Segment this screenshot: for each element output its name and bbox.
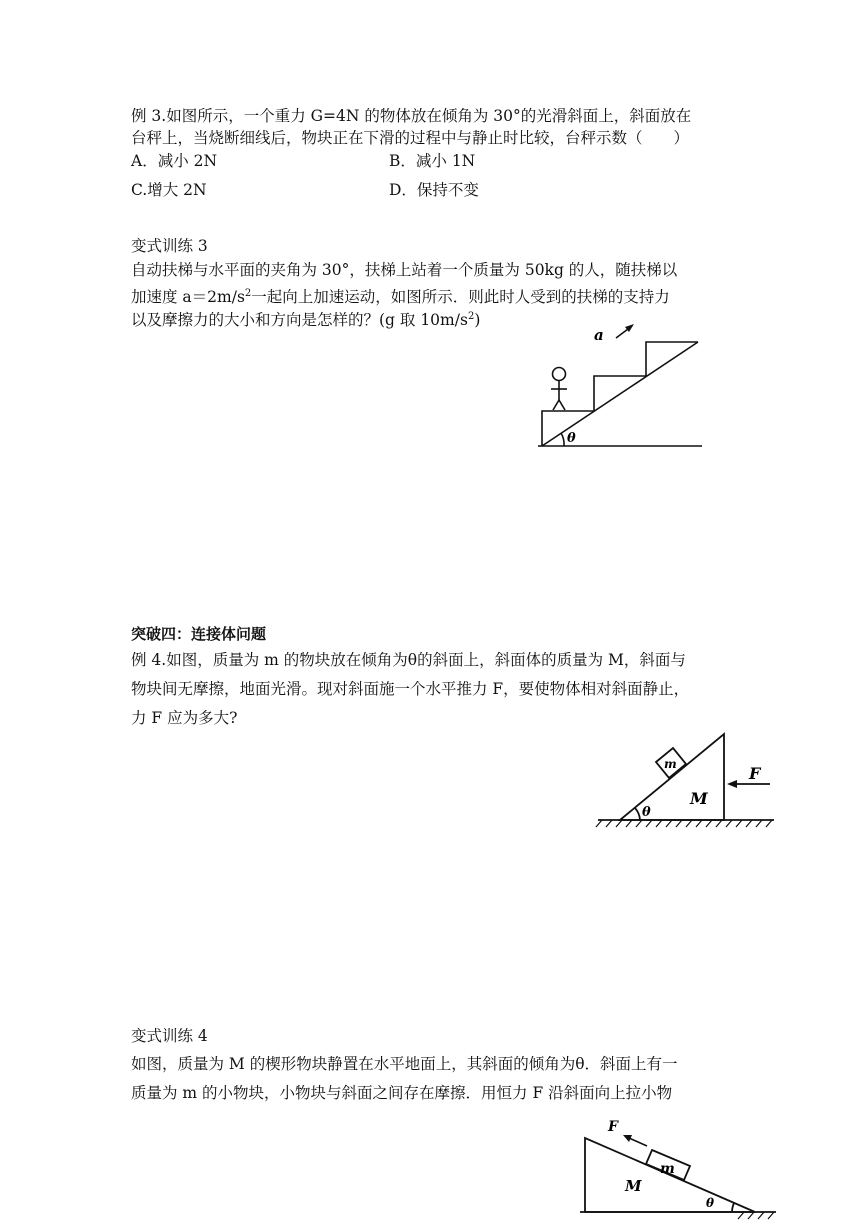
variant3-line-2: 加速度 $a=2m/s^2$一起向上加速运动，如图所示．则此时人受到的扶梯的支持力: [131, 288, 670, 307]
angle-label: θ: [642, 805, 651, 820]
example3-option-b: B．减小 1N: [389, 152, 476, 170]
wedge-label: M: [625, 1177, 642, 1195]
force-arrowhead: [727, 780, 737, 788]
wedge: [620, 734, 724, 820]
wedge-incline-figure: [580, 1112, 780, 1222]
example3-option-d: D．保持不变: [389, 181, 479, 199]
escalator-incline: [542, 342, 698, 446]
variant4-line-1: 如图，质量为 M 的楔形物块静置在水平地面上，其斜面的倾角为θ．斜面上有一: [131, 1055, 678, 1073]
example3-line-1: 例 3.如图所示，一个重力 G=4N 的物体放在倾角为 30°的光滑斜面上，斜面放在: [131, 107, 692, 125]
variant3-line-3: 以及摩擦力的大小和方向是怎样的？(g 取 $10m/s^2$): [131, 311, 481, 330]
accel-label: a: [594, 326, 604, 344]
angle-label: θ: [567, 431, 576, 446]
example4-line-1: 例 4.如图，质量为 m 的物块放在倾角为θ的斜面上，斜面体的质量为 M，斜面与: [131, 651, 686, 669]
person-head: [553, 368, 566, 381]
force-label: F: [608, 1119, 618, 1135]
variant4-title: 变式训练 4: [131, 1027, 208, 1045]
wedge-label: M: [690, 789, 708, 808]
wedge-force-figure: [594, 726, 779, 836]
variant3-line-1: 自动扶梯与水平面的夹角为 30°，扶梯上站着一个质量为 50kg 的人，随扶梯以: [131, 261, 678, 279]
example3-option-c: C.增大 2N: [131, 181, 207, 199]
variant4-line-2: 质量为 m 的小物块，小物块与斜面之间存在摩擦．用恒力 F 沿斜面向上拉小物: [131, 1084, 673, 1102]
example4-line-3: 力 F 应为多大?: [131, 709, 238, 727]
force-arrow: [629, 1138, 647, 1146]
example4-line-2: 物块间无摩擦，地面光滑。现对斜面施一个水平推力 F，要使物体相对斜面静止，: [131, 680, 690, 698]
variant3-title: 变式训练 3: [131, 237, 208, 255]
block-label: m: [660, 1161, 675, 1177]
example3-line-2: 台秤上，当烧断细线后，物块正在下滑的过程中与静止时比较，台秤示数（ ）: [131, 129, 690, 147]
example3-option-a: A．减小 2N: [131, 152, 218, 170]
angle-label: θ: [706, 1196, 715, 1210]
angle-arc: [635, 808, 640, 820]
angle-arc: [561, 433, 564, 446]
force-label: F: [749, 764, 761, 783]
escalator-figure: [530, 318, 710, 453]
angle-arc: [732, 1203, 734, 1212]
block-label: m: [664, 757, 677, 771]
section4-title: 突破四：连接体问题: [131, 625, 267, 643]
